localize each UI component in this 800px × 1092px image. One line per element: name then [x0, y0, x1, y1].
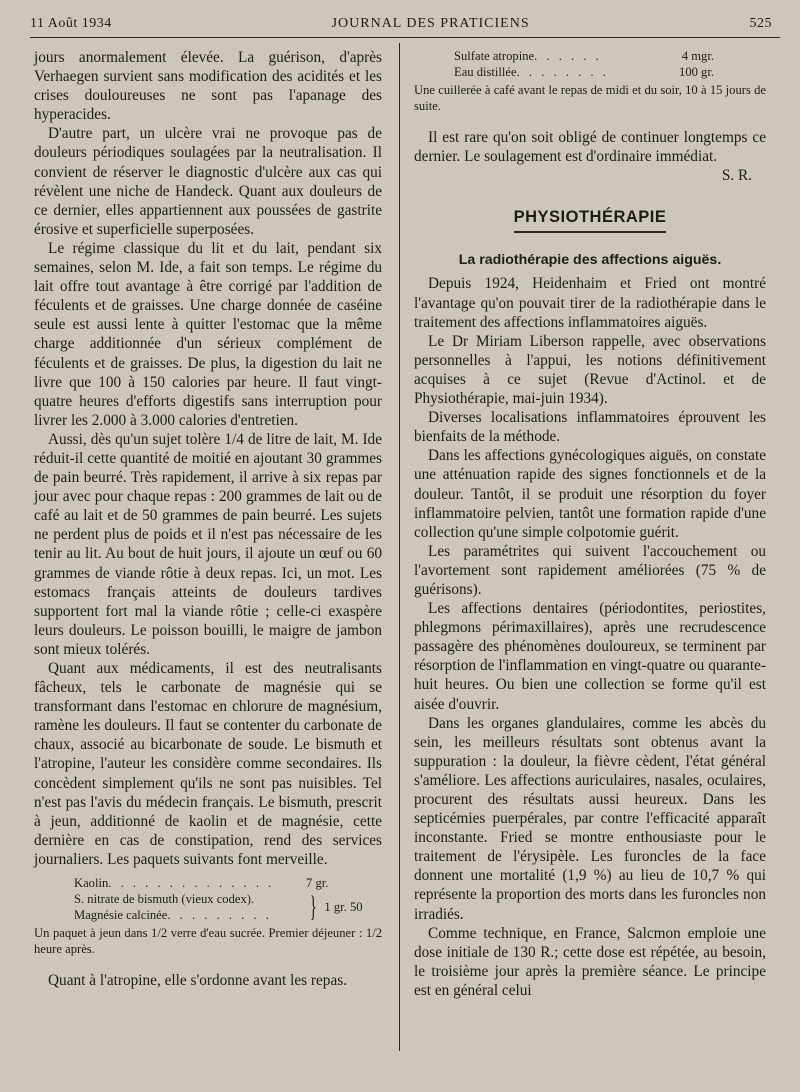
- journal-title: JOURNAL DES PRATICIENS: [331, 16, 530, 31]
- paragraph: jours anormalement élevée. La guérison, d'après Verhaegen survient sans modification des acidités et les crises douloureuses ne sont pas l'apanage des hyperacides.: [34, 49, 382, 124]
- paragraph: Quant à l'atropine, elle s'ordonne avant les repas.: [48, 972, 348, 990]
- page-number: 525: [749, 16, 772, 31]
- prescription-atropine: [414, 48, 766, 114]
- author-initials: S. R.: [721, 167, 752, 185]
- paragraph: D'autre part, un ulcère vrai ne provoque pas de douleurs périodiques soulagées par la neutralisation. Il convient de réserver le diagnostic d'ulcère aux cas qui révèlent une niche de Handeck. Quant aux douleurs de ce dernier, elles appartiennent aux poussées de gastrite érosive et superficielle superposées.: [34, 125, 382, 238]
- paragraph: Comme technique, en France, Salcmon emploie une dose initiale de 130 R.; cette dose est répétée, au besoin, le troisième jour après la première séance. Le principe est en général celui: [414, 924, 766, 999]
- note-text: Un paquet à jeun dans 1/2 verre d'eau sucrée. Premier déjeuner : 1/2 heure après.: [34, 926, 382, 957]
- ingredient-quantity: 7 gr.: [306, 876, 329, 891]
- prescription-row: [34, 875, 382, 891]
- prescription-row: [414, 48, 714, 64]
- leader-dots: . . . . . . . . . . . . . .: [108, 876, 275, 891]
- prescription-note: [414, 82, 766, 114]
- note-text: Une cuillerée à café avant le repas de midi et du soir, 10 à 15 jours de suite.: [414, 83, 766, 113]
- paragraph: Aussi, dès qu'un sujet tolère 1/4 de litre de lait, M. Ide réduit-il cette quantité de moitié en ajoutant 30 grammes de pain beurré. Très rapidement, il arrive à six repas par jour avec pour chaque repas : 200 grammes de lait ou de café au lait et de 50 grammes de pain beurré. Les sujets ne perdent plus de poids et il n'est pas nécessaire de les tenir au lit. Au bout de huit jours, il ajoute un œuf ou 60 grammes de viande rôtie à deux repas. Ici, un mot. Les estomacs français atteints de douleurs tardives supportent fort mal la viande rôtie ; celle-ci exaspère leurs douleurs. Le poisson bouilli, le maigre de jambon sont mieux tolérés.: [34, 430, 382, 658]
- article-title: La radiothérapie des affections aiguës.: [458, 252, 722, 269]
- ingredient-name: Magnésie calcinée: [74, 908, 168, 923]
- section-heading: [414, 208, 766, 233]
- header-rule: [30, 37, 780, 38]
- paragraph: Depuis 1924, Heidenhaim et Fried ont montré l'avantage qu'on pouvait tirer de la radiothérapie dans le traitement des affections inflammatoires aiguës.: [414, 275, 766, 331]
- prescription-group: [34, 891, 382, 923]
- ingredient-quantity: 1 gr. 50: [324, 900, 363, 915]
- ingredient-name: Sulfate atropine: [454, 49, 535, 63]
- right-column: [414, 48, 766, 1000]
- section-title: PHYSIOTHÉRAPIE: [514, 208, 667, 233]
- leader-dots: . . . . . . . . .: [167, 908, 272, 923]
- prescription-kaolin: [34, 875, 382, 957]
- ingredient-name: S. nitrate de bismuth (vieux codex).: [74, 892, 255, 907]
- brace: }: [309, 890, 317, 924]
- paragraph: Il est rare qu'on soit obligé de continuer longtemps ce dernier. Le soulagement est d'ordinaire immédiat.: [414, 129, 766, 166]
- ingredient-quantity: 4 mgr.: [681, 49, 714, 63]
- paragraph: Dans les affections gynécologiques aiguës, on constate une atténuation rapide des signes fonctionnels et de la douleur. Tantôt, il se produit une résorption du foyer inflammatoire pelvien, tantôt une formation rapide d'une collection qu'une simple colpotomie guérit.: [414, 447, 766, 541]
- issue-date: 11 Août 1934: [30, 16, 112, 31]
- paragraph: Quant aux médicaments, il est des neutralisants fâcheux, tels le carbonate de magnésie qui se transformant dans l'estomac en chlorure de magnésium, ramène les douleurs. Il faut se contenter du carbonate de chaux, associé au bicarbonate de soude. Le bismuth et l'atropine, l'auteur les considère comme secondaires. Ils concèdent simplement qu'ils ne sont pas nuisibles. Tel n'est pas l'avis du médecin français. Le bismuth, prescrit à jeun, additionné de kaolin et de magnésie, cette dernière en cas de constipation, rend des services journaliers. Les paquets suivants font merveille.: [34, 660, 382, 868]
- ingredient-name: Eau distillée: [454, 65, 517, 79]
- column-divider: [399, 43, 400, 1051]
- prescription-row: [414, 64, 714, 80]
- paragraph: Les affections dentaires (périodontites, periostites, phlegmons périmaxillaires), après une recrudescence passagère des phénomènes douloureux, se terminent par résorption de l'inflammation en vingt-quatre ou quarante-huit heures. Ou bien une collection se forme qu'il est aisée d'ouvrir.: [414, 600, 766, 713]
- ingredient-name: Kaolin: [74, 876, 109, 891]
- ingredient-quantity: 100 gr.: [679, 65, 714, 79]
- left-column: [34, 48, 382, 990]
- leader-dots: . . . . . . . .: [516, 65, 609, 79]
- page-header: [30, 16, 772, 32]
- paragraph: Dans les organes glandulaires, comme les abcès du sein, les meilleurs résultats sont obtenus avant la suppuration : la douleur, la fièvre cèdent, l'état général s'améliore. Les affections auriculaires, nasales, oculaires, procurent des résultats aussi heureux. Dans les septicémies puerpérales, par contre l'efficacité apparaît inconstante. Fried se montre enthousiaste pour le traitement de l'érysipèle. Les furoncles de la face donnent une mortalité (1,9 %) au lieu de 10,7 % qui représente la proportion des morts dans les furoncles non irradiés.: [414, 714, 766, 923]
- leader-dots: . . . . . .: [534, 49, 602, 63]
- paragraph: Les paramétrites qui suivent l'accouchement ou l'avortement sont rapidement améliorées (75 % de guérisons).: [414, 542, 766, 598]
- paragraph: Diverses localisations inflammatoires éprouvent les bienfaits de la méthode.: [414, 409, 766, 446]
- prescription-note: [34, 925, 382, 957]
- paragraph: Le Dr Miriam Liberson rappelle, avec observations personnelles à l'appui, les notions définitivement acquises à ce sujet (Revue d'Actinol. et de Physiothérapie, mai-juin 1934).: [414, 332, 766, 408]
- paragraph: Le régime classique du lit et du lait, pendant six semaines, selon M. Ide, a fait son temps. Le régime du lait offre tout avantage à être corrigé par l'addition de féculents et de graisses. Une charge donnée de caséine seule est aussi lente à quitter l'estomac que la même charge additionnée d'un sérieux complément de féculents et de graisses. De plus, la digestion du lait ne livre que 100 à 150 calories par heure. Il faut vingt-quatre heures d'efforts digestifs sans interruption pour livrer les 2.000 à 3.000 calories d'entretien.: [34, 239, 382, 429]
- signature-line: [414, 166, 766, 185]
